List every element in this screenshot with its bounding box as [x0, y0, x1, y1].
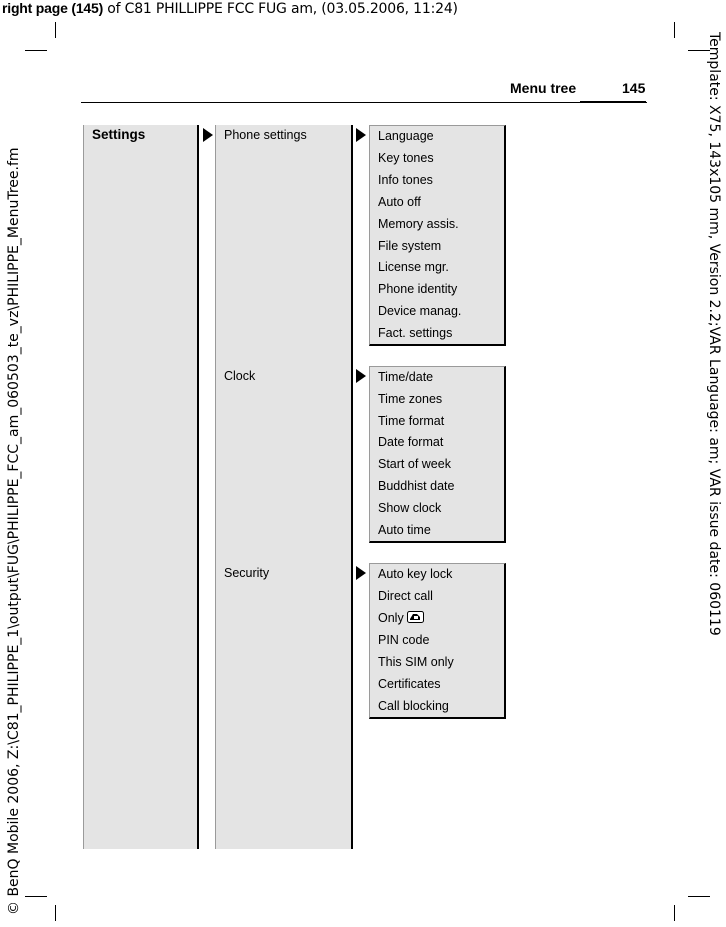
- arrow-right-icon: [356, 369, 366, 383]
- page-number: 145: [622, 80, 646, 96]
- menu-item: Fact. settings: [378, 326, 453, 340]
- menu-item: Call blocking: [378, 699, 449, 713]
- menu-item: Language: [378, 129, 434, 143]
- submenu-phone-settings: [369, 125, 506, 346]
- submenu-clock: [369, 366, 506, 543]
- menu-item: This SIM only: [378, 655, 454, 669]
- menu-column-root: [83, 125, 199, 849]
- crop-mark: [55, 905, 56, 921]
- menu-item: Direct call: [378, 589, 433, 603]
- running-title: Menu tree: [510, 80, 577, 96]
- menu-item: Date format: [378, 435, 444, 449]
- menu-item: Info tones: [378, 173, 433, 187]
- crop-mark: [674, 22, 675, 38]
- menu-column-groups: [215, 125, 353, 849]
- crop-mark: [688, 896, 710, 897]
- menu-item: Start of week: [378, 457, 451, 471]
- print-header-rest: of C81 PHILLIPPE FCC FUG am, (03.05.2006, 11:24): [103, 1, 458, 17]
- menu-group-label: Phone settings: [224, 128, 307, 142]
- sim-card-icon: [407, 611, 424, 626]
- menu-item: Show clock: [378, 501, 442, 515]
- menu-group-label: Security: [224, 566, 270, 580]
- menu-item-only: [378, 611, 424, 626]
- right-margin-text: Template: X75, 143x105 mm, Version 2.2;VAR Language: am; VAR issue date: 060119: [706, 32, 722, 636]
- menu-item: Certificates: [378, 677, 441, 691]
- menu-item: Key tones: [378, 151, 434, 165]
- menu-item: Buddhist date: [378, 479, 455, 493]
- page-number-rule: [580, 101, 646, 103]
- crop-mark: [674, 905, 675, 921]
- menu-item: Time format: [378, 414, 445, 428]
- menu-item: License mgr.: [378, 260, 449, 274]
- crop-mark: [55, 22, 56, 38]
- arrow-right-icon: [356, 128, 366, 142]
- menu-item: Phone identity: [378, 282, 458, 296]
- print-header: [2, 0, 458, 17]
- arrow-right-icon: [203, 128, 213, 142]
- arrow-right-icon: [356, 566, 366, 580]
- menu-root-label: Settings: [92, 127, 146, 142]
- menu-item: Time zones: [378, 392, 443, 406]
- menu-item: Auto off: [378, 195, 421, 209]
- print-header-prefix: right page (145): [2, 0, 104, 16]
- crop-mark: [25, 896, 47, 897]
- menu-item-label: Only: [378, 611, 404, 625]
- submenu-security: [369, 563, 506, 719]
- menu-item: File system: [378, 239, 442, 253]
- menu-item: PIN code: [378, 633, 430, 647]
- menu-item: Auto key lock: [378, 567, 453, 581]
- menu-item: Memory assis.: [378, 217, 459, 231]
- menu-item: Auto time: [378, 523, 431, 537]
- header-rule: [81, 102, 647, 103]
- left-margin-text: © BenQ Mobile 2006, Z:\C81_PHILIPPE_1\output\FUG\PHILIPPE_FCC_am_060503_te_vz\PHILIPPE_MenuTree.fm: [6, 147, 22, 915]
- menu-group-label: Clock: [224, 369, 256, 383]
- menu-item: Device manag.: [378, 304, 462, 318]
- crop-mark: [25, 50, 47, 51]
- menu-item: Time/date: [378, 370, 434, 384]
